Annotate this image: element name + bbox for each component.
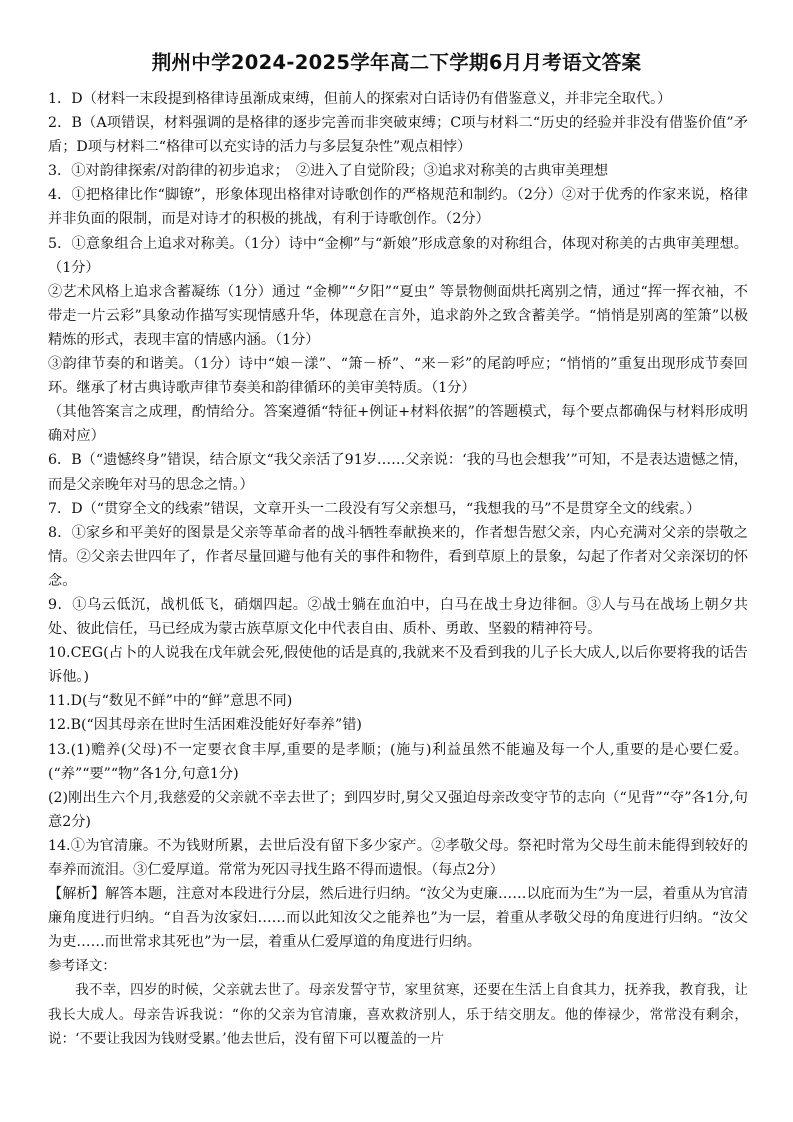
answer-14-analysis: 【解析】解答本题，注意对本段进行分层，然后进行归纳。“汝父为吏廉……以庇而为生”为一层，着重从为官清廉角度进行归纳。“自吾为汝家妇……而以此知汝父之能养也”为一层，着重从孝敬父母的角度进行归纳。“汝父为吏……而世常求其死也”为一层，着重从仁爱厚道的角度进行归纳。 [48, 886, 748, 951]
answer-12: 12.B(“因其母亲在世时生活困难没能好好奉养”错) [48, 717, 362, 734]
answer-10: 10.CEG(占卜的人说我在戊年就会死,假使他的话是真的,我就来不及看到我的儿子长大成人,以后你要将我的话告诉他。) [48, 645, 748, 686]
answer-8: 8．①家乡和平美好的图景是父亲等革命者的战斗牺牲奉献换来的，作者想告慰父亲，内心充满对父亲的崇敬之情。②父亲去世四年了，作者尽量回避与他有关的事件和物件，看到草原上的景象，勾起了作者对父亲深切的怀念。 [48, 524, 748, 589]
answer-5-note: （其他答案言之成理，酌情给分。答案遵循“特征+例证+材料依据”的答题模式，每个要点都确保与材料形成明确对应） [48, 404, 748, 445]
answer-body [48, 87, 748, 1051]
translation-heading: 参考译文： [48, 958, 116, 975]
answer-6: 6．B（“遗憾终身”错误，结合原文“我父亲活了91岁……父亲说：‘我的马也会想我’”可知，不是表达遗憾之情，而是父亲晚年对马的思念之情。） [48, 452, 748, 493]
answer-7: 7．D（“贯穿全文的线索”错误，文章开头一二段没有写父亲想马，“我想我的马”不是贯穿全文的线索。） [48, 500, 701, 517]
answer-1: 1．D（材料一末段提到格律诗虽渐成束缚，但前人的探索对白话诗仍有借鉴意义，并非完全取代。） [48, 91, 672, 107]
document-title: 荆州中学2024-2025学年高二下学期6月月考语文答案 [151, 51, 642, 74]
translation-text: 我不幸，四岁的时候，父亲就去世了。母亲发誓守节，家里贫寒，还要在生活上自食其力，抚养我，教育我，让我长大成人。母亲告诉我说：“你的父亲为官清廉，喜欢救济别人，乐于结交朋友。他的俸禄少，常常没有剩余，说：‘不要让我因为钱财受累。’他去世后，没有留下可以覆盖的一片 [48, 982, 748, 1047]
answer-13-part-1: 13.(1)赡养(父母)不一定要衣食丰厚,重要的是孝顺；(施与)利益虽然不能遍及每一个人,重要的是心要仁爱。(“养”“要”“物”各1分,句意1分) [48, 741, 748, 782]
answer-11: 11.D(与“数见不鲜”中的“鲜”意思不同) [48, 693, 293, 710]
answer-2: 2．B（A项错误，材料强调的是格律的逐步完善而非突破束缚；C项与材料二“历史的经验并非没有借鉴价值”矛盾；D项与材料二“格律可以充实诗的活力与多层复杂性”观点相悖） [48, 115, 748, 156]
answer-3: 3．①对韵律探索/对韵律的初步追求； ②进入了自觉阶段；③追求对称美的古典审美理想 [48, 163, 609, 180]
answer-9: 9．①乌云低沉，战机低飞，硝烟四起。②战士躺在血泊中，白马在战士身边徘徊。③人与马在战场上朝夕共处、彼此信任，马已经成为蒙古族草原文化中代表自由、质朴、勇敢、坚毅的精神符号。 [48, 596, 748, 638]
answer-5-point-3: ③韵律节奏的和谐美。（1分）诗中“娘－漾”、“箫－桥”、“来－彩”的尾韵呼应；“悄悄的”重复出现形成节奏回环。继承了材古典诗歌声律节奏美和韵律循环的美审美特质。（1分） [48, 356, 748, 397]
answer-4: 4．①把格律比作“脚镣”，形象体现出格律对诗歌创作的严格规范和制约。（2分）②对于优秀的作家来说，格律并非负面的限制，而是对诗才的积极的挑战，有利于诗歌创作。（2分） [48, 187, 748, 228]
answer-13-part-2: (2)刚出生六个月,我慈爱的父亲就不幸去世了；到四岁时,舅父又强迫母亲改变守节的志向（“见背”“夺”各1分,句意2分) [48, 789, 748, 830]
answer-5-point-2: ②艺术风格上追求含蓄凝练（1分）通过 “金柳”“夕阳”“夏虫” 等景物侧面烘托离别之情，通过“挥一挥衣袖，不带走一片云彩”具象动作描写实现情感升华，体现意在言外，追求韵外之致含蓄美学。“悄悄是别离的笙箫”以极精炼的形式，表现丰富的情感内涵。（1分） [48, 283, 748, 348]
answer-5-point-1: 5．①意象组合上追求对称美。（1分）诗中“金柳”与“新娘”形成意象的对称组合，体现对称美的古典审美理想。（1分） [48, 235, 748, 276]
answer-14: 14.①为官清廉。不为钱财所累，去世后没有留下多少家产。②孝敬父母。祭祀时常为父母生前未能得到较好的奉养而流泪。③仁爱厚道。常常为死囚寻找生路不得而遗恨。（每点2分） [48, 837, 748, 878]
